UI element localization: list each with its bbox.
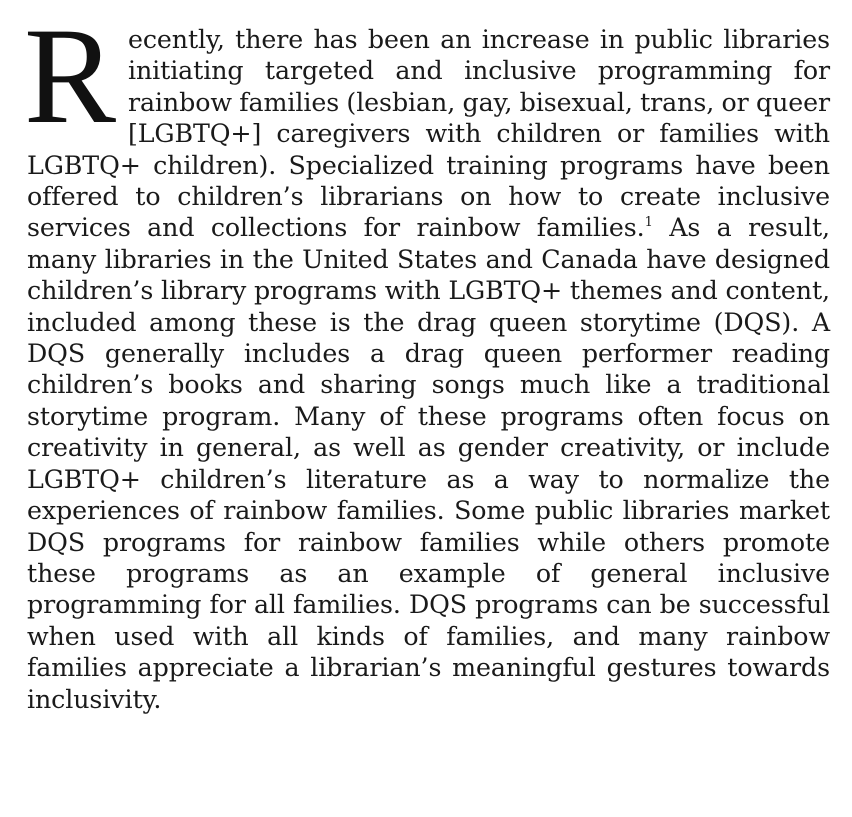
footnote-marker[interactable]: 1	[644, 215, 653, 231]
paragraph-text-part-2: As a result, many libraries in the United States and Canada have designed children’s library programs with LGBTQ+ themes and content, included among these is the drag queen storytime (DQS). A DQS generally includes a drag queen performer reading children’s books and sharing songs much like a traditional storytime program. Many of these programs often focus on creativity in general, as well as gender creativity, or include LGBTQ+ children’s literature as a way to normalize the experiences of rainbow families. Some public libraries market DQS programs for rainbow families while others promote these programs as an example of general inclusive programming for all families. DQS programs can be successful when used with all kinds of families, and many rainbow families appreciate a librarian’s meaningful gestures towards inclusivity.	[27, 213, 831, 714]
paragraph	[24, 0, 831, 715]
article-body	[24, 0, 831, 715]
paragraph-text-part-1: ecently, there has been an increase in public libraries initiating targeted and inclusive programming for rainbow families (lesbian, gay, bisexual, trans, or queer [LGBTQ+] caregivers with children or families with LGBTQ+ children). Specialized training programs have been offered to children’s librarians on how to create inclusive services and collections for rainbow families.	[27, 25, 830, 243]
drop-cap: R	[24, 0, 116, 152]
